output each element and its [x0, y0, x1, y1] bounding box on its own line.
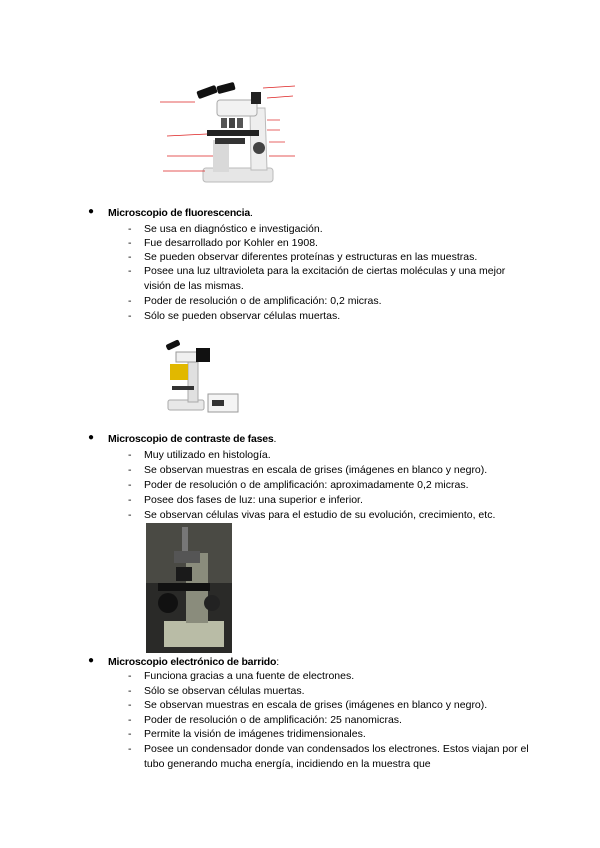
bullet-icon: ● [88, 655, 95, 666]
labeled-microscope-figure [155, 78, 305, 188]
section-title-suffix: : [276, 656, 280, 668]
phase-contrast-microscope-figure [146, 523, 232, 653]
bullet-icon: ● [88, 206, 95, 217]
document-page: ● Microscopio de fluorescencia. - Se usa en diagnóstico e investigación. - Fue desarrollado por Kohler en 1908. - Se pueden observar diferentes proteínas y estructuras en las muestras. - Posee una luz ultravioleta para la excitación de ciertas moléculas y una mejor visión de las mismas. - Poder de resolución o de amplificación: 0,2 micras. - Sólo se pueden observar células muertas. ● Microscopio de contraste de fases. - Muy utilizado en histología. - Se observan muestras en escala de grises (imágenes en blanco y negro). - Poder de resolución o de amplificación: aproximadamente 0,2 micras. - Posee dos fases de luz: una superior e inferior. - Se observan células vivas para el estudio de su evolución, crecimiento, etc. ● Microscopio electrónico de barrido: - Funciona gracias a una fuente de electrones. - Sólo se observan células muertas. - Se observan muestras en escala de grises (imágenes en blanco y negro). - Poder de resolución o de amplificación: 25 nanomicras. - Permite la visión de imágenes tridimensionales. - Posee un condensador donde van condensados los electrones. Estos viajan por el tubo generando mucha energía, incidiendo en la muestra que [0, 0, 600, 848]
section-title: Microscopio de fluorescencia [108, 207, 251, 219]
section-title-suffix: . [250, 207, 253, 219]
section-title: Microscopio de contraste de fases [108, 433, 274, 445]
section-title: Microscopio electrónico de barrido [108, 656, 277, 668]
section-title-suffix: . [273, 433, 277, 445]
fluorescence-microscope-figure [158, 338, 240, 416]
bullet-icon: ● [88, 432, 95, 443]
